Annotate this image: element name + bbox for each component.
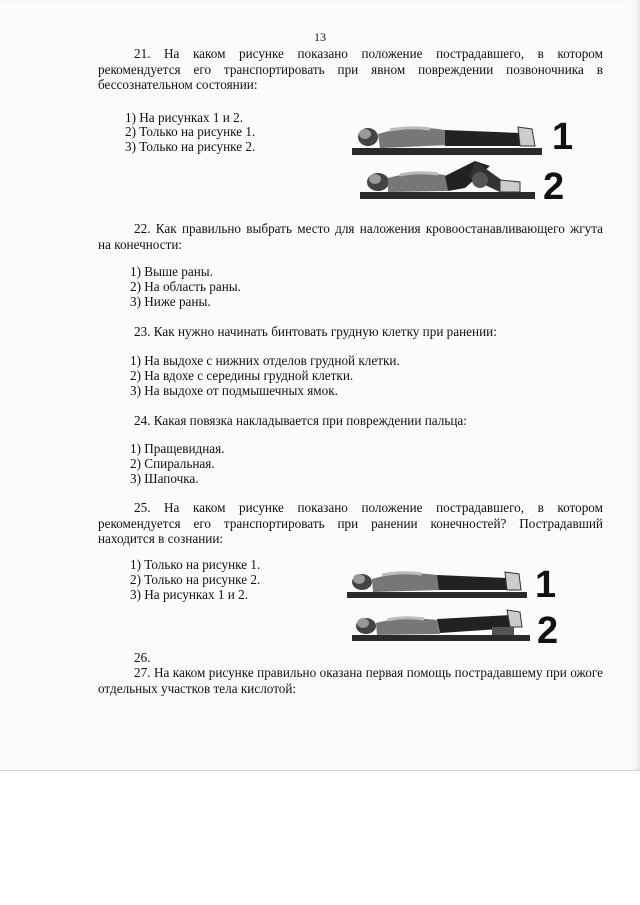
q25-figure-label-2: 2 xyxy=(537,610,559,652)
q23-option-3: 3) На выдохе от подмышечных ямок. xyxy=(130,383,338,398)
question-27: 27. На каком рисунке правильно оказана первая помощь пострадавшему при ожоге отдельных участков тела кислотой: xyxy=(98,665,603,696)
q25-figure-1-lying-flat xyxy=(347,565,532,601)
q21-figure-2-knees-bent xyxy=(360,158,540,203)
q24-option-2: 2) Спиральная. xyxy=(130,456,215,471)
q25-option-3: 3) На рисунках 1 и 2. xyxy=(130,587,249,602)
question-26: 26. xyxy=(134,650,151,665)
q21-option-2: 2) Только на рисунке 1. xyxy=(125,124,256,139)
q21-figure-label-1: 1 xyxy=(552,116,574,158)
q25-figure-2-legs-raised xyxy=(352,607,532,643)
page-number: 13 xyxy=(314,30,326,44)
q25-option-2: 2) Только на рисунке 2. xyxy=(130,572,261,587)
q23-option-2: 2) На вдохе с середины грудной клетки. xyxy=(130,368,354,383)
q24-option-1: 1) Пращевидная. xyxy=(130,441,225,456)
q25-figure-label-1: 1 xyxy=(535,564,557,606)
question-23: 23. Как нужно начинать бинтовать грудную клетку при ранении: xyxy=(134,324,497,339)
question-21: 21. На каком рисунке показано положение пострадавшего, в котором рекомендуется его транспортировать при явном повреждении позвоночника в бессознательном состоянии: xyxy=(98,46,603,93)
q24-option-3: 3) Шапочка. xyxy=(130,471,199,486)
q25-option-1: 1) Только на рисунке 1. xyxy=(130,557,261,572)
q22-option-3: 3) Ниже раны. xyxy=(130,294,211,309)
q22-option-1: 1) Выше раны. xyxy=(130,264,213,279)
q21-figure-label-2: 2 xyxy=(543,166,565,208)
q23-option-1: 1) На выдохе с нижних отделов грудной клетки. xyxy=(130,353,400,368)
question-24: 24. Какая повязка накладывается при повреждении пальца: xyxy=(134,413,467,428)
q21-figure-1-lying-flat xyxy=(350,118,550,158)
question-25: 25. На каком рисунке показано положение пострадавшего, в котором рекомендуется его транспортировать при ранении конечностей? Пострадавший находится в сознании: xyxy=(98,500,603,547)
q22-option-2: 2) На область раны. xyxy=(130,279,241,294)
question-22: 22. Как правильно выбрать место для наложения кровоостанавливающего жгута на конечности: xyxy=(98,221,603,252)
q21-option-1: 1) На рисунках 1 и 2. xyxy=(125,110,244,125)
q21-option-3: 3) Только на рисунке 2. xyxy=(125,139,256,154)
